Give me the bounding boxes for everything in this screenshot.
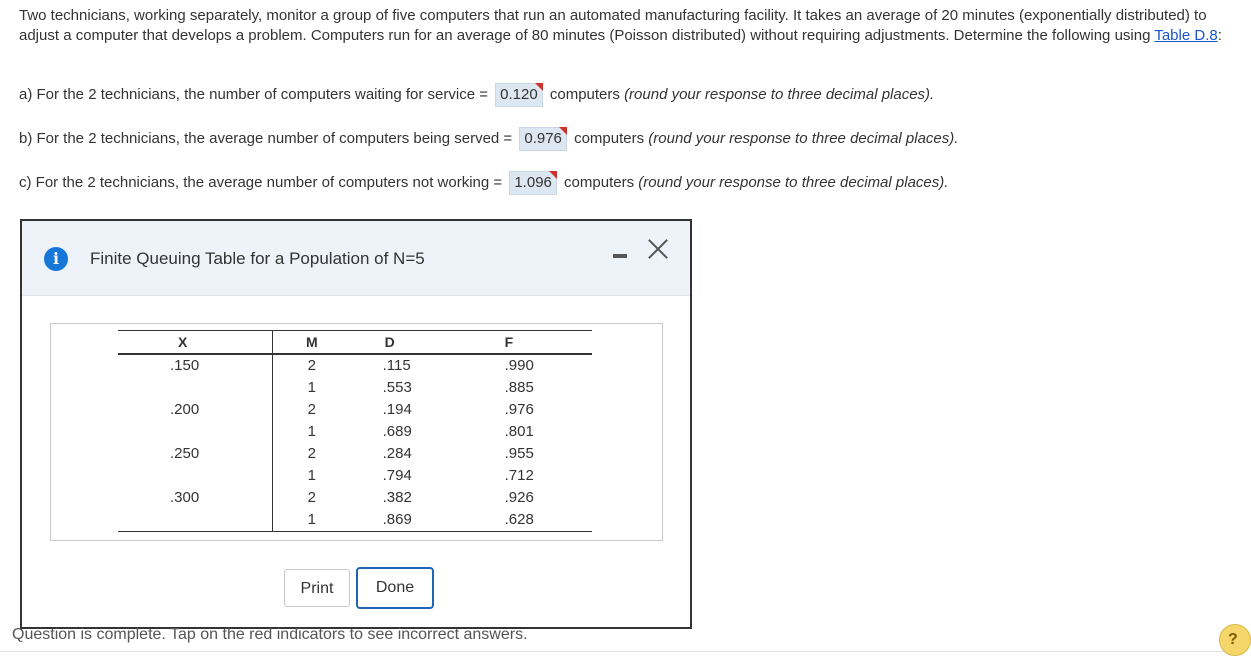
question-intro: Two technicians, working separately, monitor a group of five computers that run an automated manufacturing facility. It takes an average of 20 minutes (exponentially distributed) to adjust a computer that develops a problem. Computers run for an average of 80 minutes (Poisson distributed) without requiring adjustments. Determine the following using bbox=[19, 7, 1207, 44]
cell-d: .869 bbox=[351, 509, 473, 532]
col-header-d: D bbox=[351, 331, 473, 355]
cell-x: .150 bbox=[170, 357, 200, 374]
question-intro-end: : bbox=[1217, 27, 1222, 44]
part-b-answer-value: 0.976 bbox=[524, 130, 562, 148]
part-c bbox=[19, 170, 948, 196]
cell-d: .553 bbox=[382, 379, 412, 396]
info-icon: i bbox=[44, 247, 68, 271]
queuing-table bbox=[118, 330, 592, 532]
cell-m: 1 bbox=[273, 465, 351, 487]
help-icon[interactable]: ? bbox=[1219, 624, 1251, 656]
dialog-title: Finite Queuing Table for a Population of N=5 bbox=[90, 249, 425, 268]
cell-m: 1 bbox=[273, 509, 351, 532]
cell-x bbox=[118, 421, 273, 443]
cell-m: 2 bbox=[273, 487, 351, 509]
cell-x bbox=[118, 465, 273, 487]
part-a-answer[interactable] bbox=[495, 83, 543, 107]
cell-f: .990 bbox=[504, 357, 534, 374]
col-header-x: X bbox=[118, 331, 273, 355]
cell-x: .250 bbox=[170, 445, 200, 462]
part-c-answer[interactable] bbox=[509, 171, 557, 195]
cell-f: .712 bbox=[504, 467, 534, 484]
table-row bbox=[118, 421, 592, 443]
part-a bbox=[19, 82, 934, 108]
table-link[interactable]: Table D.8 bbox=[1154, 27, 1218, 44]
table-row bbox=[118, 399, 592, 421]
cell-f: .885 bbox=[504, 379, 534, 396]
minimize-icon[interactable] bbox=[610, 243, 630, 267]
cell-x bbox=[118, 377, 273, 399]
incorrect-indicator-icon[interactable] bbox=[535, 83, 543, 91]
table-dialog bbox=[20, 219, 692, 629]
part-b-unit: computers bbox=[569, 130, 649, 147]
incorrect-indicator-icon[interactable] bbox=[559, 127, 567, 135]
cell-m: 2 bbox=[273, 354, 351, 377]
cell-d: .382 bbox=[382, 489, 412, 506]
part-a-hint: (round your response to three decimal places). bbox=[624, 86, 935, 103]
incorrect-indicator-icon[interactable] bbox=[549, 171, 557, 179]
question-text bbox=[19, 6, 1224, 46]
part-a-unit: computers bbox=[545, 86, 625, 103]
table-row bbox=[118, 487, 592, 509]
print-button[interactable]: Print bbox=[284, 569, 350, 607]
cell-f: .628 bbox=[473, 509, 592, 532]
cell-m: 2 bbox=[273, 399, 351, 421]
table-row bbox=[118, 509, 592, 532]
part-c-hint: (round your response to three decimal places). bbox=[638, 174, 949, 191]
part-b bbox=[19, 126, 958, 152]
cell-m: 2 bbox=[273, 443, 351, 465]
table-header-row bbox=[118, 331, 592, 355]
part-c-prefix: c) For the 2 technicians, the average number of computers not working = bbox=[19, 174, 507, 191]
cell-d: .689 bbox=[382, 423, 412, 440]
table-body bbox=[118, 354, 592, 532]
divider bbox=[0, 651, 1230, 652]
queuing-table-container bbox=[50, 323, 663, 541]
table-row bbox=[118, 354, 592, 377]
cell-x: .300 bbox=[170, 489, 200, 506]
cell-d: .115 bbox=[382, 357, 411, 374]
col-header-m: M bbox=[273, 331, 351, 355]
done-button[interactable]: Done bbox=[356, 567, 434, 609]
part-c-answer-value: 1.096 bbox=[514, 174, 552, 192]
cell-x bbox=[118, 509, 273, 532]
cell-m: 1 bbox=[273, 377, 351, 399]
cell-m: 1 bbox=[273, 421, 351, 443]
cell-f: .801 bbox=[504, 423, 534, 440]
close-icon[interactable] bbox=[644, 235, 672, 263]
part-b-hint: (round your response to three decimal places). bbox=[648, 130, 959, 147]
cell-d: .794 bbox=[382, 467, 412, 484]
part-a-answer-value: 0.120 bbox=[500, 86, 538, 104]
part-a-prefix: a) For the 2 technicians, the number of computers waiting for service = bbox=[19, 86, 493, 103]
cell-x: .200 bbox=[170, 401, 200, 418]
cell-d: .284 bbox=[382, 445, 412, 462]
part-c-unit: computers bbox=[559, 174, 639, 191]
dialog-header bbox=[22, 221, 690, 296]
cell-f: .926 bbox=[504, 489, 534, 506]
col-header-f: F bbox=[473, 331, 592, 355]
cell-f: .955 bbox=[504, 445, 534, 462]
part-b-answer[interactable] bbox=[519, 127, 567, 151]
part-b-prefix: b) For the 2 technicians, the average number of computers being served = bbox=[19, 130, 517, 147]
table-row bbox=[118, 465, 592, 487]
status-message: Question is complete. Tap on the red indicators to see incorrect answers. bbox=[12, 626, 528, 643]
table-row bbox=[118, 377, 592, 399]
cell-f: .976 bbox=[504, 401, 534, 418]
cell-d: .194 bbox=[382, 401, 412, 418]
table-row bbox=[118, 443, 592, 465]
